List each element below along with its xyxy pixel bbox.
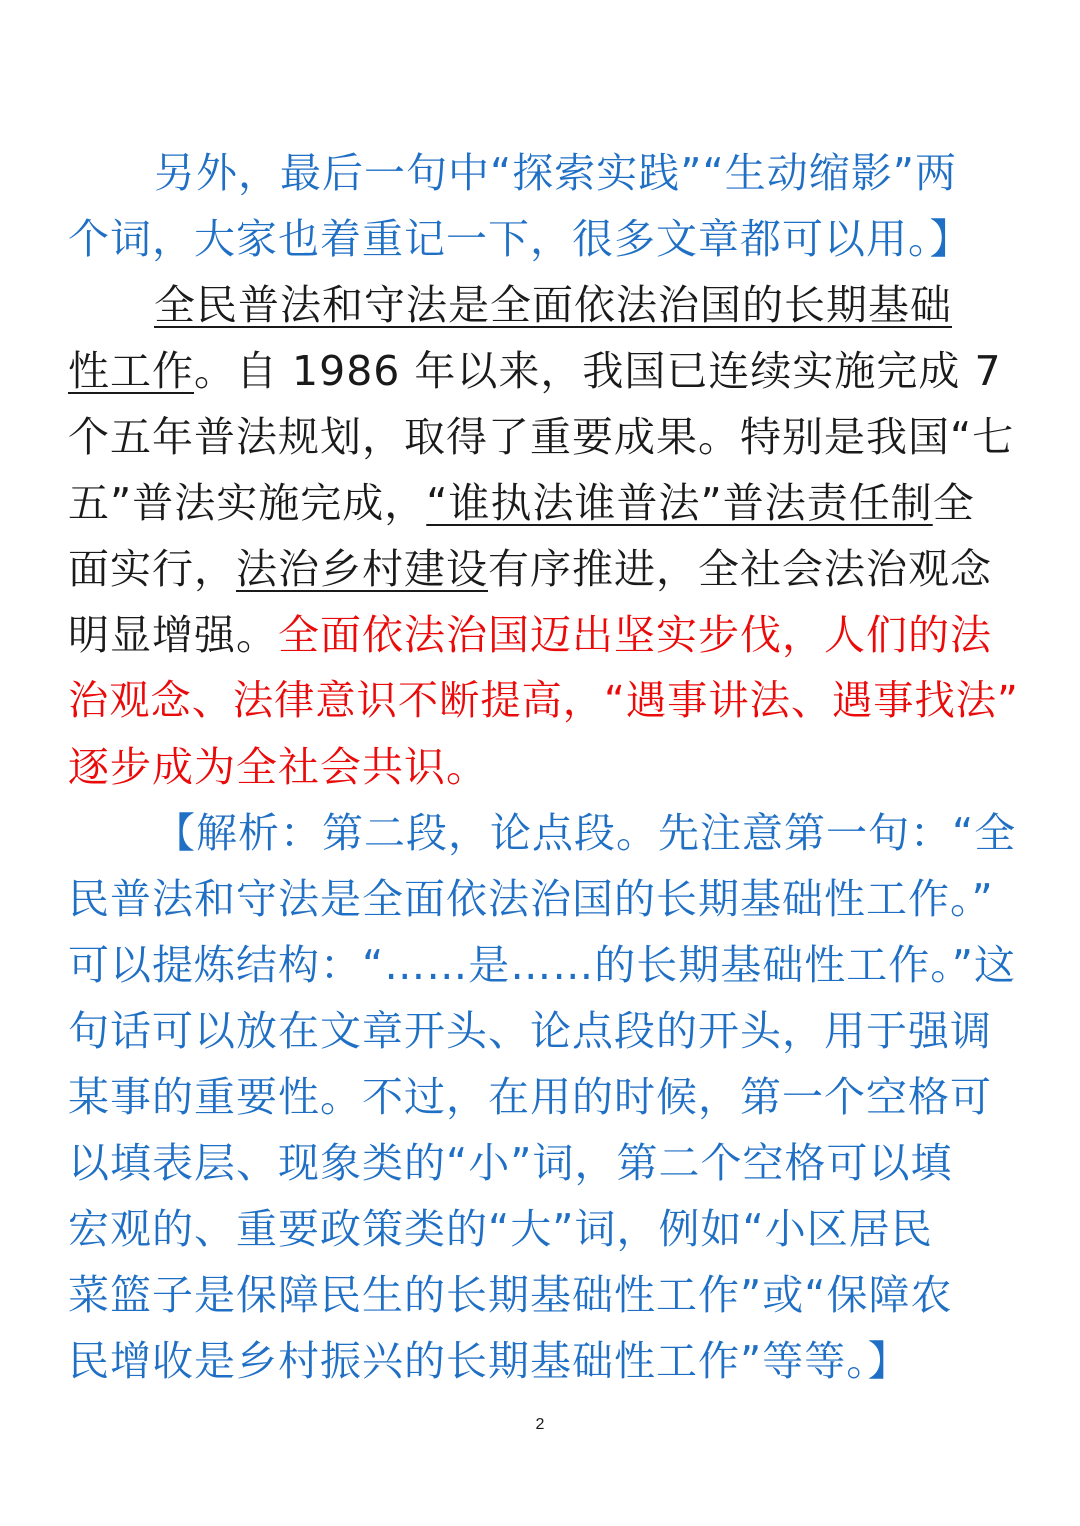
text: 民普法和守法是全面依法治国的长期基础性工作。”: [68, 875, 994, 923]
body-line: [68, 272, 1018, 338]
underlined-text: 性工作: [68, 347, 194, 395]
text: 可以提炼结构：“……是……的长期基础性工作。”这: [68, 941, 1016, 989]
text: 明显增强。: [68, 611, 278, 659]
body-line: [68, 470, 1018, 536]
body-line: [68, 338, 1018, 404]
underlined-text: “谁执法谁普法”普法责任制: [426, 479, 933, 527]
text: 菜篮子是保障民生的长期基础性工作”或“保障农: [68, 1271, 953, 1319]
text: 五”普法实施完成，: [68, 479, 427, 527]
document-body: [68, 140, 1018, 1394]
text: 宏观的、重要政策类的“大”词，例如“小区居民: [68, 1205, 933, 1253]
text: 。自 1986 年以来，我国已连续实施完成 7: [194, 347, 1002, 395]
underlined-text: 法治乡村建设: [236, 545, 488, 593]
text: 某事的重要性。不过，在用的时候，第一个空格可: [68, 1073, 992, 1121]
analysis-line: [68, 1130, 1018, 1196]
text: 以填表层、现象类的“小”词，第二个空格可以填: [68, 1139, 953, 1187]
highlighted-line: [68, 734, 1018, 800]
text: 民增收是乡村振兴的长期基础性工作”等等。】: [68, 1337, 910, 1385]
analysis-line: [68, 1196, 1018, 1262]
analysis-line: [68, 1262, 1018, 1328]
text: 【解析：第二段，论点段。先注意第一句：“全: [154, 809, 1017, 857]
highlighted-text: 逐步成为全社会共识。: [68, 743, 488, 791]
analysis-line: [68, 1328, 1018, 1394]
text: 有序推进，全社会法治观念: [488, 545, 992, 593]
highlighted-line: [68, 668, 1018, 734]
text: 面实行，: [68, 545, 236, 593]
highlighted-text: 全面依法治国迈出坚实步伐，人们的法: [278, 611, 992, 659]
text: 全: [932, 479, 975, 527]
analysis-line: [68, 206, 1018, 272]
text: 另外，最后一句中“探索实践”“生动缩影”两: [154, 149, 957, 197]
body-line: [68, 404, 1018, 470]
analysis-line: [68, 998, 1018, 1064]
analysis-line: [68, 866, 1018, 932]
text: 个五年普法规划，取得了重要成果。特别是我国“七: [68, 413, 1015, 461]
analysis-line: [68, 1064, 1018, 1130]
analysis-line: [68, 140, 1018, 206]
body-line: [68, 602, 1018, 668]
underlined-text: 全民普法和守法是全面依法治国的长期基础: [154, 281, 952, 329]
highlighted-text: 治观念、法律意识不断提高，“遇事讲法、遇事找法”: [68, 678, 1019, 724]
analysis-line: [68, 932, 1018, 998]
body-line: [68, 536, 1018, 602]
page-number: 2: [535, 1416, 545, 1433]
analysis-line: [68, 800, 1018, 866]
text: 个词，大家也着重记一下，很多文章都可以用。】: [68, 215, 972, 263]
text: 句话可以放在文章开头、论点段的开头，用于强调: [68, 1007, 992, 1055]
